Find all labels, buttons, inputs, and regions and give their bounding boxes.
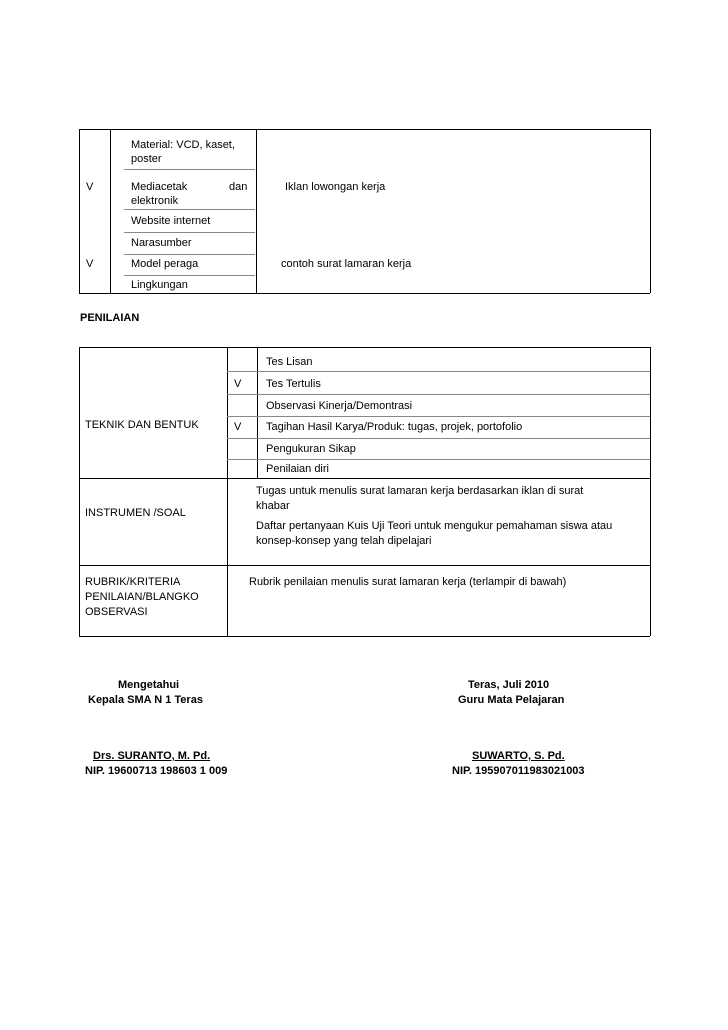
instrumen-text: Tugas untuk menulis surat lamaran kerja berdasarkan iklan di surat [256,485,584,497]
section-heading-penilaian: PENILAIAN [80,312,140,324]
teknik-option: Tagihan Hasil Karya/Produk: tugas, projek, portofolio [266,421,523,433]
media-row-mark: V [86,181,94,193]
signature-left-role: Kepala SMA N 1 Teras [88,694,203,706]
media-item-text: Narasumber [131,237,192,249]
rubrik-text: Rubrik penilaian menulis surat lamaran kerja (terlampir di bawah) [249,576,567,588]
media-item-text: Website internet [131,215,211,227]
instrumen-text: Daftar pertanyaan Kuis Uji Teori untuk mengukur pemahaman siswa atau [256,520,613,532]
teknik-option-mark: V [234,421,242,433]
signature-left-nip: NIP. 19600713 198603 1 009 [85,765,228,777]
media-item-text: Mediacetak [131,181,188,193]
media-row-mark: V [86,258,94,270]
media-row-material [131,139,235,152]
media-row-note: Iklan lowongan kerja [285,181,386,193]
teknik-option: Penilaian diri [266,463,329,475]
signature-left-title: Mengetahui [118,679,180,691]
media-item-text-2: poster [131,153,162,165]
teknik-option: Observasi Kinerja/Demontrasi [266,400,413,412]
signature-right-date: Teras, Juli 2010 [468,679,550,691]
signature-left-name: Drs. SURANTO, M. Pd. [93,750,211,762]
signature-right-name: SUWARTO, S. Pd. [472,750,565,762]
teknik-option: Pengukuran Sikap [266,443,356,455]
media-item-text: Material: VCD, kaset, [131,139,235,151]
media-item-text-2: elektronik [131,195,179,207]
rubrik-label: PENILAIAN/BLANGKO [85,591,199,603]
media-item-text: Lingkungan [131,279,188,291]
signature-right-role: Guru Mata Pelajaran [458,694,565,706]
teknik-option: Tes Lisan [266,356,313,368]
teknik-option-mark: V [234,378,242,390]
media-item-text: Model peraga [131,258,199,270]
rubrik-label: OBSERVASI [85,606,148,618]
media-item-dan: dan [229,181,248,193]
rubrik-label: RUBRIK/KRITERIA [85,576,181,588]
teknik-option: Tes Tertulis [266,378,321,390]
signature-right-nip: NIP. 195907011983021003 [452,765,585,777]
media-row-note: contoh surat lamaran kerja [281,258,412,270]
instrumen-text: khabar [256,500,290,512]
instrumen-label: INSTRUMEN /SOAL [85,507,186,519]
instrumen-text: konsep-konsep yang telah dipelajari [256,535,432,547]
teknik-label: TEKNIK DAN BENTUK [85,419,199,431]
